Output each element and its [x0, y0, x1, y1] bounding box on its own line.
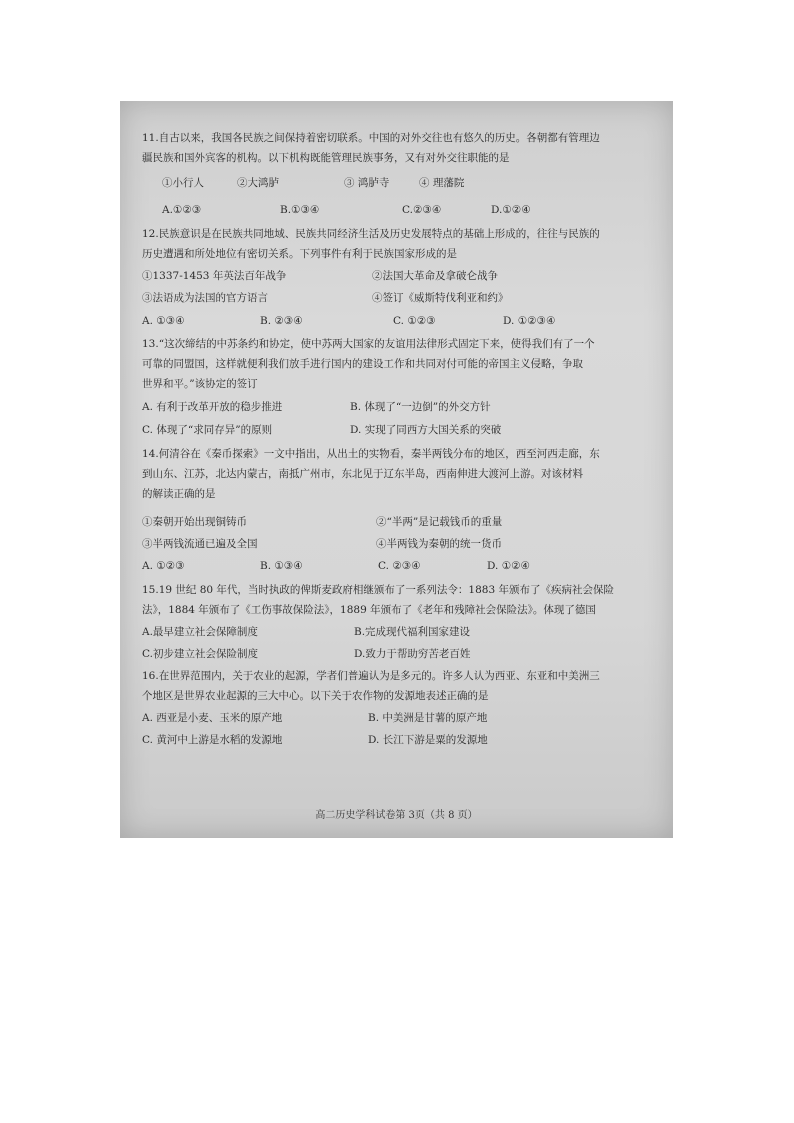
question-13-option-b: B. 体现了“一边倒”的外交方针 — [350, 401, 491, 413]
question-15-stem-line-2: 法》，1884 年颁布了《工伤事故保险法》，1889 年颁布了《老年和残障社会保险法》。体现了德国 — [142, 604, 596, 616]
question-13-options-row-1 — [142, 397, 657, 417]
question-14-option-a: A. ①②③ — [142, 560, 185, 572]
question-11-option-c: C.②③④ — [402, 204, 442, 216]
question-12-stem-line-2: 历史遭遇和所处地位有密切关系。下列事件有利于民族国家形成的是 — [142, 248, 457, 260]
question-13-stem-line-1: 13.“这次缔结的中苏条约和协定，使中苏两大国家的友谊用法律形式固定下来，使得我们有了一个 — [142, 338, 595, 350]
question-15-stem-line-1: 15.19 世纪 80 年代，当时执政的俾斯麦政府相继颁布了一系列法令：1883 年颁布了《疾病社会保险 — [142, 584, 614, 596]
question-16-option-a: A. 西亚是小麦、玉米的原产地 — [142, 712, 283, 724]
question-12-options — [142, 311, 657, 331]
question-14-stem-line-2: 到山东、江苏，北达内蒙古，南抵广州市，东北见于辽东半岛，西南伸进大渡河上游。对该材料 — [142, 468, 583, 480]
question-16-option-c: C. 黄河中上游是水稻的发源地 — [142, 734, 283, 746]
question-11-options — [142, 200, 657, 220]
question-15-option-c: C.初步建立社会保险制度 — [142, 648, 258, 660]
question-11-item-3: ③ 鸿胪寺 — [344, 177, 390, 189]
question-14-item-1: ①秦朝开始出现铜铸币 — [142, 516, 247, 528]
question-14-option-b: B. ①③④ — [260, 560, 303, 572]
question-11-items — [142, 173, 657, 193]
question-14-options — [142, 556, 657, 576]
question-15-option-a: A.最早建立社会保障制度 — [142, 626, 258, 638]
question-13-option-d: D. 实现了同西方大国关系的突破 — [350, 424, 502, 436]
question-12-items-row-1 — [142, 266, 657, 286]
question-14-item-2: ②“半两”是记载钱币的重量 — [376, 516, 503, 528]
question-15 — [142, 580, 657, 664]
question-12-option-c: C. ①②③ — [393, 315, 436, 327]
question-11-option-d: D.①②④ — [491, 204, 531, 216]
question-12-item-3: ③法语成为法国的官方语言 — [142, 292, 268, 304]
scanned-page-photo — [120, 101, 673, 838]
question-16-option-b: B. 中美洲是甘薯的原产地 — [368, 712, 488, 724]
question-13 — [142, 334, 657, 440]
question-14-item-3: ③半两钱流通已遍及全国 — [142, 538, 258, 550]
question-15-options-row-1 — [142, 622, 657, 642]
question-13-stem-line-3: 世界和平。”该协定的签订 — [142, 378, 258, 390]
question-16 — [142, 666, 657, 750]
question-16-options-row-1 — [142, 708, 657, 728]
question-12-item-4: ④签订《威斯特伐利亚和约》 — [372, 292, 509, 304]
question-14-stem-line-3: 的解读正确的是 — [142, 488, 216, 500]
question-13-option-c: C. 体现了“求同存异”的原则 — [142, 424, 273, 436]
question-12-stem-line-1: 12.民族意识是在民族共同地域、民族共同经济生活及历史发展特点的基础上形成的，往往与民族的 — [142, 228, 600, 240]
question-14 — [142, 444, 657, 576]
question-12 — [142, 224, 657, 331]
question-16-option-d: D. 长江下游是粟的发源地 — [368, 734, 488, 746]
question-12-item-2: ②法国大革命及拿破仑战争 — [372, 270, 498, 282]
question-11-item-2: ②大鸿胪 — [237, 177, 279, 189]
question-12-item-1: ①1337-1453 年英法百年战争 — [142, 270, 287, 282]
question-13-stem-line-2: 可靠的同盟国，这样就便利我们放手进行国内的建设工作和共同对付可能的帝国主义侵略，争取 — [142, 358, 583, 370]
question-12-option-a: A. ①③④ — [142, 315, 185, 327]
exam-content — [142, 128, 657, 750]
question-11-option-a: A.①②③ — [162, 204, 202, 216]
question-15-option-d: D.致力于帮助穷苦老百姓 — [354, 648, 471, 660]
question-11-stem-line-1: 11.自古以来，我国各民族之间保持着密切联系。中国的对外交往也有悠久的历史。各朝都有管理边 — [142, 132, 600, 144]
question-11 — [142, 128, 657, 220]
question-11-item-1: ①小行人 — [162, 177, 204, 189]
question-15-option-b: B.完成现代福利国家建设 — [354, 626, 471, 638]
question-15-options-row-2 — [142, 644, 657, 664]
question-11-item-4: ④ 理藩院 — [419, 177, 465, 189]
question-13-option-a: A. 有利于改革开放的稳步推进 — [142, 401, 283, 413]
question-12-option-b: B. ②③④ — [260, 315, 303, 327]
page-footer: 高二历史学科试卷第 3页（共 8 页） — [315, 810, 478, 821]
question-14-items-row-1 — [142, 512, 657, 532]
question-12-items-row-2 — [142, 288, 657, 308]
question-14-option-c: C. ②③④ — [378, 560, 421, 572]
question-11-stem-line-2: 疆民族和国外宾客的机构。以下机构既能管理民族事务，又有对外交往职能的是 — [142, 152, 510, 164]
question-11-option-b: B.①③④ — [280, 204, 320, 216]
question-13-options-row-2 — [142, 420, 657, 440]
question-14-stem-line-1: 14.何清谷在《秦币探索》一文中指出，从出土的实物看，秦半两钱分布的地区，西至河西走廊，东 — [142, 448, 600, 460]
question-12-option-d: D. ①②③④ — [503, 315, 556, 327]
question-14-item-4: ④半两钱为秦朝的统一货币 — [376, 538, 502, 550]
question-14-option-d: D. ①②④ — [487, 560, 530, 572]
question-14-items-row-2 — [142, 534, 657, 554]
question-16-options-row-2 — [142, 730, 657, 750]
question-16-stem-line-1: 16.在世界范围内，关于农业的起源，学者们普遍认为是多元的。许多人认为西亚、东亚和中美洲三 — [142, 670, 600, 682]
question-16-stem-line-2: 个地区是世界农业起源的三大中心。以下关于农作物的发源地表述正确的是 — [142, 690, 489, 702]
